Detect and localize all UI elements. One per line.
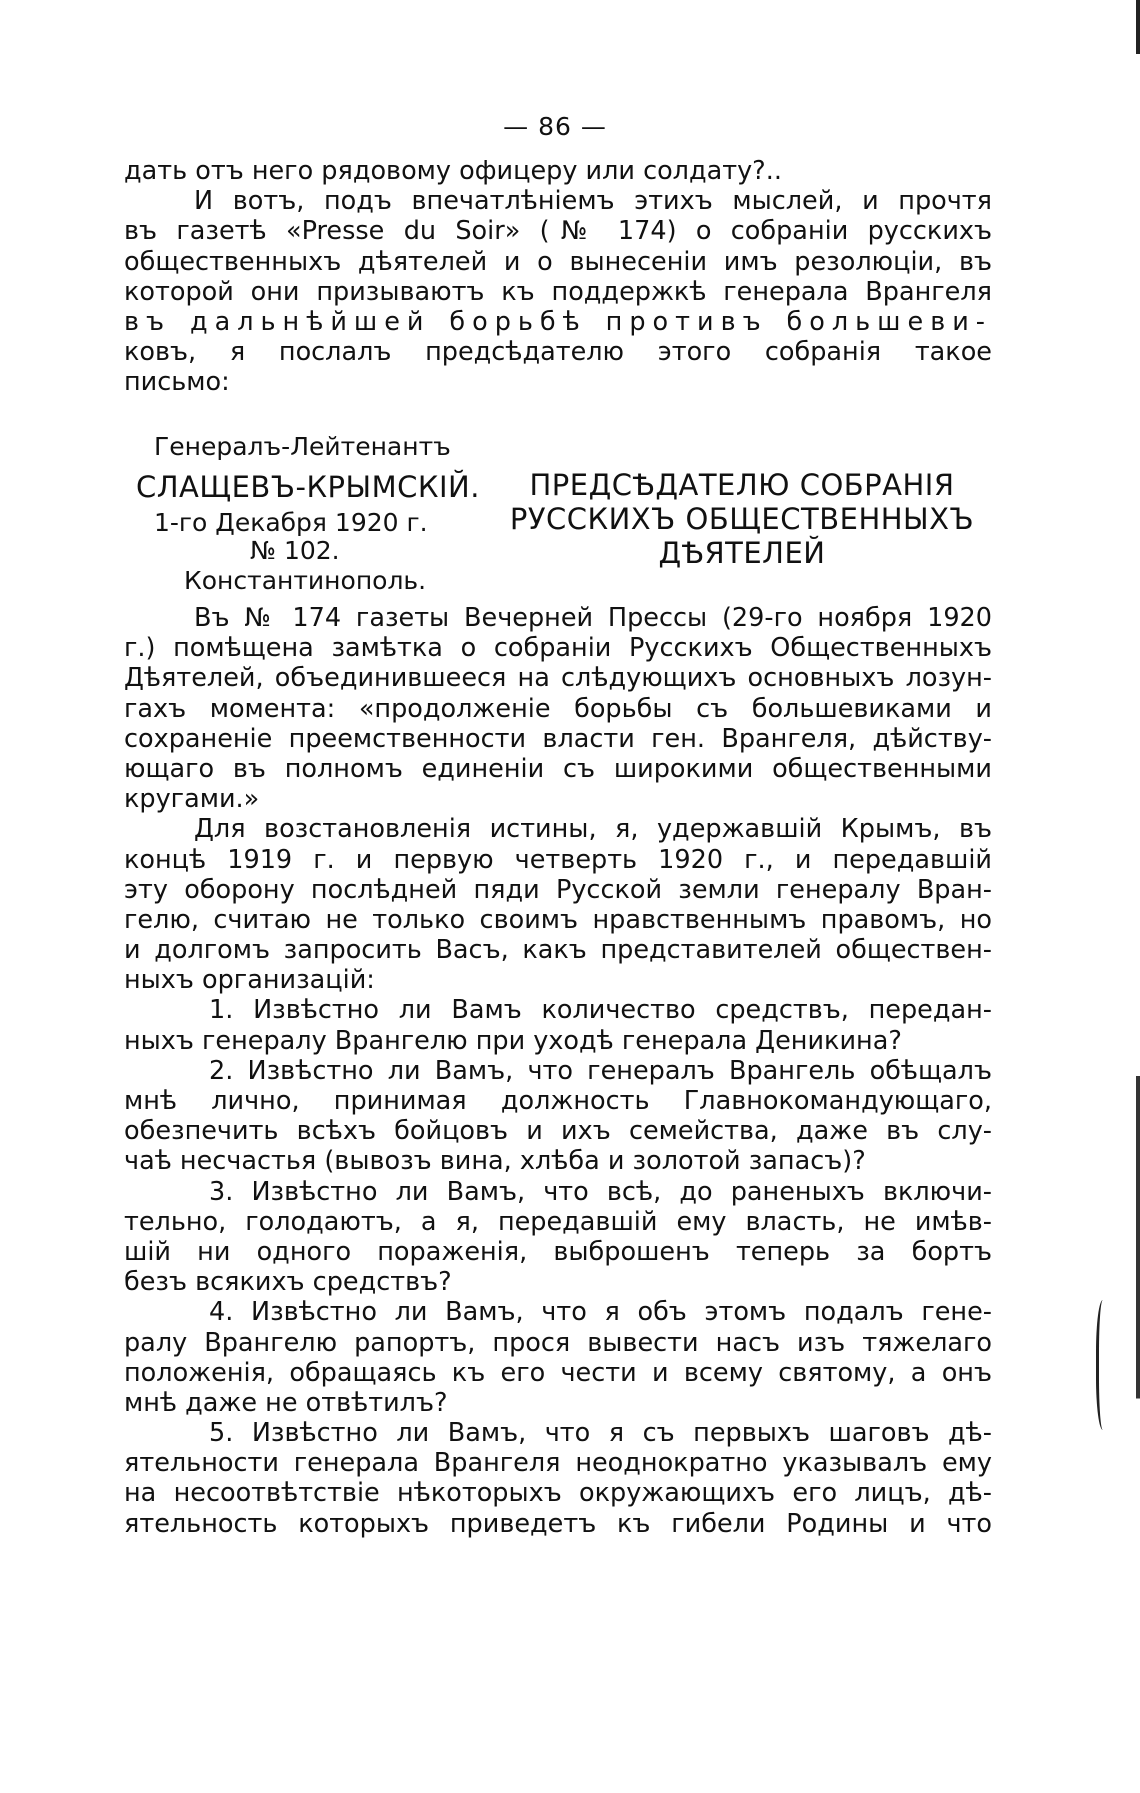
- text-line: на несоотвѣтствіе нѣкоторыхъ окружающихъ его лицъ, дѣ-: [124, 1478, 992, 1509]
- text-line: Въ № 174 газеты Вечерней Прессы (29-го ноября 1920: [194, 603, 992, 633]
- page-number: — 86 —: [503, 112, 607, 141]
- letter-date: 1-го Декабря 1920 г.: [154, 508, 428, 537]
- addressee-line: ДѢЯТЕЛЕЙ: [658, 536, 826, 570]
- text-line: кругами.»: [124, 784, 260, 815]
- text-line: концѣ 1919 г. и первую четверть 1920 г., и передавшій: [124, 844, 992, 875]
- text-line: ковъ, я послалъ предсѣдателю этого собранія такое: [124, 337, 992, 368]
- text-line: безъ всякихъ средствъ?: [124, 1267, 452, 1298]
- text-line: И вотъ, подъ впечатлѣніемъ этихъ мыслей, и прочтя: [194, 186, 992, 217]
- binding-mark: [1096, 1300, 1113, 1430]
- text-line: мнѣ даже не отвѣтилъ?: [124, 1387, 448, 1418]
- text-line: и долгомъ запросить Васъ, какъ представителей обществен-: [124, 935, 992, 966]
- text-line: дать отъ него рядовому офицеру или солдату?..: [124, 156, 782, 186]
- letter-number: № 102.: [250, 536, 340, 565]
- text-line: эту оборону послѣдней пяди Русской земли генералу Вран-: [124, 874, 992, 905]
- text-line: ятельность которыхъ приведетъ къ гибели Родины и что: [124, 1508, 992, 1539]
- text-line: шій ни одного пораженія, выброшенъ теперь за бортъ: [124, 1236, 992, 1267]
- text-line: ющаго въ полномъ единеніи съ широкими общественными: [124, 753, 992, 784]
- sender-rank: Генералъ-Лейтенантъ: [154, 432, 451, 461]
- text-line: мнѣ лично, принимая должность Главнокомандующаго,: [124, 1086, 992, 1116]
- intro-paragraph: [124, 156, 992, 398]
- text-line: въ газетѣ «Presse du Soir» (№ 174) о собраніи русскихъ: [124, 216, 992, 247]
- text-line: общественныхъ дѣятелей и о вынесеніи имъ резолюціи, въ: [124, 246, 992, 277]
- text-line: тельно, голодаютъ, а я, передавшій ему власть, не имѣв-: [124, 1206, 992, 1237]
- letter-body: [124, 603, 992, 1539]
- question-5: 5. Извѣстно ли Вамъ, что я съ первыхъ шаговъ дѣ-: [209, 1418, 992, 1449]
- text-line: сохраненіе преемственности власти ген. Врангеля, дѣйству-: [124, 723, 992, 754]
- text-line: ятельности генерала Врангеля неоднократно указывалъ ему: [124, 1448, 992, 1479]
- addressee: [502, 468, 982, 570]
- text-line: Дѣятелей, объединившееся на слѣдующихъ основныхъ лозун-: [124, 663, 992, 694]
- text-line: обезпечить всѣхъ бойцовъ и ихъ семейства, даже въ слу-: [124, 1116, 992, 1147]
- addressee-line: ПРЕДСѢДАТЕЛЮ СОБРАНІЯ: [529, 468, 955, 502]
- text-line: ныхъ организацій:: [124, 965, 375, 996]
- text-line: гахъ момента: «продолженіе борьбы съ большевиками и: [124, 693, 992, 724]
- text-line: Для возстановленія истины, я, удержавшій Крымъ, въ: [194, 814, 992, 845]
- question-1: 1. Извѣстно ли Вамъ количество средствъ, передан-: [209, 995, 992, 1026]
- scan-edge-shadow: [1136, 0, 1140, 1793]
- text-line: ныхъ генералу Врангелю при уходѣ генерала Деникина?: [124, 1025, 902, 1056]
- question-2: 2. Извѣстно ли Вамъ, что генералъ Врангель обѣщалъ: [209, 1055, 992, 1086]
- text-line: въ дальнѣйшей борьбѣ противъ большеви-: [124, 306, 992, 337]
- text-line: положенія, обращаясь къ его чести и всему святому, а онъ: [124, 1357, 992, 1388]
- question-4: 4. Извѣстно ли Вамъ, что я объ этомъ подалъ гене-: [209, 1297, 992, 1328]
- question-3: 3. Извѣстно ли Вамъ, что всѣ, до раненыхъ включи-: [209, 1176, 992, 1207]
- text-line: письмо:: [124, 367, 230, 398]
- letter-header: [124, 432, 992, 597]
- text-line: г.) помѣщена замѣтка о собраніи Русскихъ Общественныхъ: [124, 633, 992, 664]
- text-line: ралу Врангелю рапортъ, прося вывести насъ изъ тяжелаго: [124, 1327, 992, 1358]
- text-line: которой они призываютъ къ поддержкѣ генерала Врангеля: [124, 276, 992, 307]
- addressee-line: РУССКИХЪ ОБЩЕСТВЕННЫХЪ: [509, 502, 975, 536]
- sender-name: СЛАЩЕВЪ-КРЫМСКІЙ.: [136, 470, 480, 504]
- letter-city: Константинополь.: [184, 566, 427, 595]
- text-line: гелю, считаю не только своимъ нравственнымъ правомъ, но: [124, 904, 992, 935]
- text-line: чаѣ несчастья (вывозъ вина, хлѣба и золотой запасъ)?: [124, 1146, 866, 1177]
